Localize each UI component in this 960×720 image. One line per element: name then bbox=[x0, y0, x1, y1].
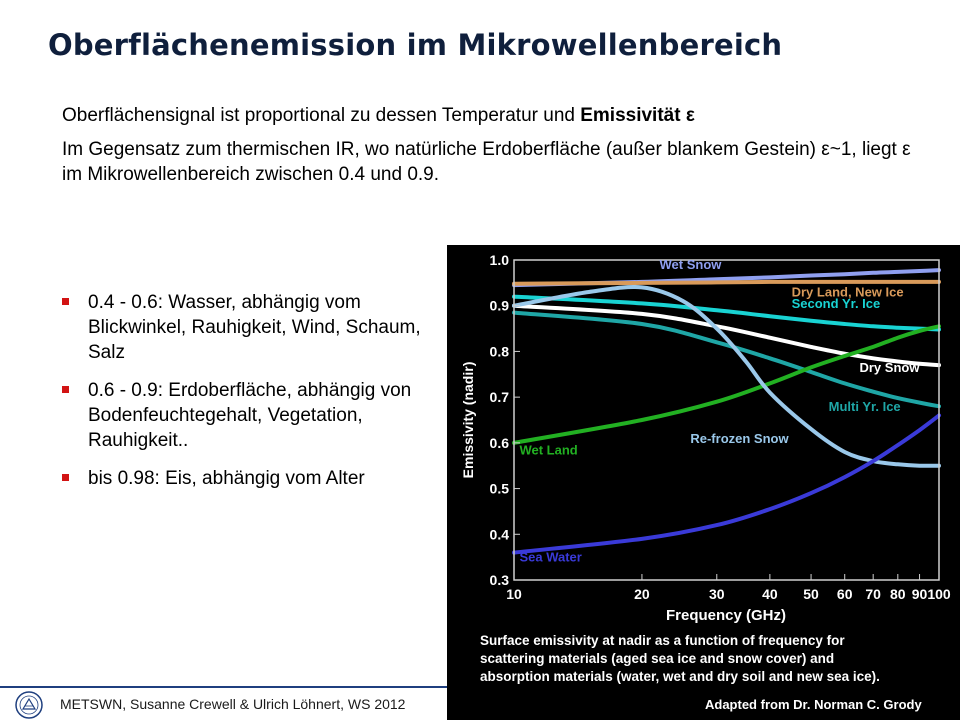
bullet-item-land bbox=[62, 378, 442, 453]
footer-text: METSWN, Susanne Crewell & Ulrich Löhnert, WS 2012 bbox=[60, 696, 406, 712]
intro-line1-bold: Emissivität ε bbox=[580, 105, 695, 126]
footer bbox=[0, 686, 447, 720]
y-tick-label: 1.0 bbox=[489, 252, 509, 268]
y-tick-label: 0.3 bbox=[489, 572, 509, 588]
bullet-item-ice bbox=[62, 466, 442, 491]
x-axis-label: Frequency (GHz) bbox=[665, 607, 787, 624]
bullet-text: bis 0.98: Eis, abhängig vom Alter bbox=[88, 468, 365, 489]
x-tick-label: 60 bbox=[836, 586, 853, 602]
x-tick-label: 100 bbox=[927, 586, 951, 602]
y-tick-label: 0.5 bbox=[489, 480, 509, 497]
emissivity-chart bbox=[447, 245, 960, 720]
y-tick-label: 0.7 bbox=[489, 389, 509, 406]
y-tick-label: 0.6 bbox=[489, 434, 509, 451]
series-line-dry-land-new-ice bbox=[514, 282, 939, 284]
series-line-dry-snow bbox=[514, 306, 939, 365]
bullet-item-water bbox=[62, 290, 442, 365]
series-label-re-frozen-snow: Re-frozen Snow bbox=[690, 430, 789, 446]
y-tick-label: 0.8 bbox=[489, 343, 509, 360]
caption-line-2: scattering materials (aged sea ice and snow cover) and bbox=[480, 651, 835, 666]
y-axis-ticks bbox=[490, 252, 520, 588]
slide-title: Oberflächenemission im Mikrowellenbereich bbox=[48, 28, 783, 62]
bullet-square-icon bbox=[62, 298, 69, 305]
x-tick-label: 50 bbox=[803, 586, 819, 602]
x-tick-label: 20 bbox=[634, 586, 650, 602]
emissivity-chart-panel bbox=[447, 245, 960, 720]
university-seal-icon bbox=[14, 690, 44, 720]
x-tick-label: 10 bbox=[506, 586, 522, 602]
x-tick-label: 30 bbox=[708, 586, 725, 602]
footer-divider bbox=[0, 686, 447, 688]
bullet-square-icon bbox=[62, 474, 69, 481]
series-label-dry-land-new-ice: Dry Land, New Ice bbox=[791, 284, 904, 300]
intro-line1-prefix: Oberflächensignal ist proportional zu dessen Temperatur und bbox=[62, 105, 581, 126]
intro-paragraph-1 bbox=[62, 103, 922, 128]
y-tick-label: 0.4 bbox=[489, 526, 509, 543]
series-label-wet-snow: Wet Snow bbox=[659, 257, 722, 273]
y-tick-label: 0.9 bbox=[489, 297, 509, 314]
series-label-sea-water: Sea Water bbox=[519, 549, 582, 565]
x-tick-label: 90 bbox=[911, 586, 928, 602]
x-tick-label: 80 bbox=[890, 586, 906, 602]
series-label-multi-yr-ice: Multi Yr. Ice bbox=[828, 398, 901, 414]
x-tick-label: 40 bbox=[762, 586, 778, 602]
credit-text: Adapted from Dr. Norman C. Grody bbox=[705, 697, 922, 712]
bullet-list bbox=[62, 290, 442, 504]
x-tick-label: 70 bbox=[865, 586, 881, 602]
caption-line-1: Surface emissivity at nadir as a function of frequency for bbox=[480, 633, 845, 648]
series-labels bbox=[519, 257, 920, 565]
caption-line-3: absorption materials (water, wet and dry soil and new sea ice). bbox=[480, 669, 880, 684]
y-axis-label: Emissivity (nadir) bbox=[460, 361, 476, 479]
intro-text bbox=[62, 103, 922, 196]
intro-paragraph-2: Im Gegensatz zum thermischen IR, wo natürliche Erdoberfläche (außer blankem Gestein) ε~1, liegt ε im Mikrowellenbereich zwischen 0.4 und 0.9. bbox=[62, 139, 911, 185]
bullet-text: 0.6 - 0.9: Erdoberfläche, abhängig von Bodenfeuchtegehalt, Vegetation, Rauhigkeit.. bbox=[88, 380, 412, 451]
bullet-text: 0.4 - 0.6: Wasser, abhängig vom Blickwinkel, Rauhigkeit, Wind, Schaum, Salz bbox=[88, 292, 421, 363]
bullet-square-icon bbox=[62, 386, 69, 393]
series-label-dry-snow: Dry Snow bbox=[859, 360, 920, 375]
series-label-wet-land: Wet Land bbox=[519, 442, 578, 458]
series-label-second-yr-ice: Second Yr. Ice bbox=[791, 296, 881, 311]
x-axis-ticks bbox=[506, 574, 951, 602]
